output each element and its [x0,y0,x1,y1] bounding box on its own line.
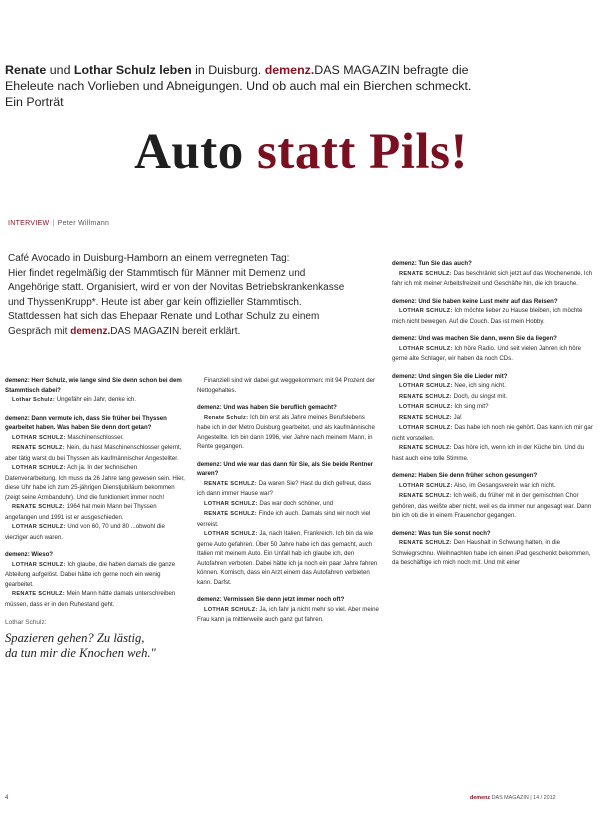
answer-text: Ach ja. In der technischen Datenverarbeitung. Ich muss da 26 Jahre lang gewesen sein. Hier, diese Uhr habe ich zum 25-jährigen Dienstjubiläum bekommen (zeigt seine Armbanduhr). Und die funktioniert immer noch! [5,464,185,501]
interview-question: demenz: Und singen Sie die Lieder mit? [392,372,508,380]
intro-name-lothar: Lothar Schulz [73,63,156,77]
answer-text: Das höre ich, wenn ich in der Küche bin. Und du hast auch eine tolle Stimme. [392,444,585,462]
byline-separator: | [52,220,55,227]
footer-brand: demenz [470,795,491,801]
byline [8,220,109,227]
answer-text: Ich möchte lieber zu Hause bleiben, ich möchte mich nicht bewegen. Auf die Couch. Das ist mein Hobby. [392,307,583,325]
speaker-label: Renate Schulz: [204,414,249,421]
lead-line-1: Café Avocado in Duisburg-Hamborn an einem verregneten Tag: [8,253,290,264]
lead-line-4: und ThyssenKrupp*. Heute ist aber gar kein offizieller Stammtisch. [8,296,302,308]
answer-text: Maschinenschlosser. [67,433,124,441]
intro-paragraph [5,62,595,110]
interview-answer [5,589,185,609]
interview-answer [5,443,185,463]
speaker-label: RENATE SCHULZ: [204,480,257,487]
interview-question: demenz: Dann vermute ich, dass Sie früher bei Thyssen gearbeitet haben. Was haben Sie denn dort getan? [5,414,167,431]
answer-text: Das beschränkt sich jetzt auf das Wochenende. Ich fahr ich mit meiner Arbeitsfreizeit und Geschäfte hin, die ich brauche. [392,269,593,287]
intro-text-1: in Duisburg. [195,63,262,77]
byline-label: INTERVIEW [8,220,50,227]
headline-part-1: Auto [134,124,244,180]
interview-answer [392,423,594,443]
answer-text: Ich glaube, die haben damals die ganze Abteilung aufgelöst. Dabei hätte ich gerne noch ein wenig gearbeitet. [5,560,176,588]
intro-name-renate: Renate [5,63,47,77]
interview-answer [197,509,379,529]
interview-answer [197,479,379,499]
pull-quote-label: Lothar Schulz: [5,619,47,626]
interview-answer [392,481,594,492]
speaker-label: LOTHAR SCHULZ: [204,531,258,537]
body-text: Finanziell sind wir dabei gut weggekommen: mit 94 Prozent der Nettogehaltes. [197,377,376,394]
answer-text: Mein Mann hätte damals unterschreiben müssen, dass er in den Ruhestand geht. [5,590,176,608]
pull-quote-line-2: da tun mir die Knochen weh." [5,645,156,660]
intro-text-2: Eheleute nach Vorlieben und Abneigungen. Und ob auch mal ein Bierchen schmeckt. [5,79,472,93]
answer-text: Ungefähr ein Jahr, denke ich. [56,396,137,403]
footer-issue: DAS MAGAZIN | 14 / 2012 [491,795,556,801]
answer-text: Doch, du singst mit. [453,392,508,400]
interview-question: demenz: Wieso? [5,551,54,558]
interview-answer [392,443,594,463]
lead-line-5: Stattdessen hat sich das Ehepaar Renate und Lothar Schulz zu einem [8,311,320,323]
interview-question: demenz: Und was machen Sie dann, wenn Sie da liegen? [392,335,557,342]
interview-answer [5,395,185,406]
headline-part-2: statt Pils! [257,124,468,180]
interview-answer [197,605,379,625]
answer-text: Da waren Sie? Hast du dich gefreut, dass ich dann immer Hause war? [197,479,372,497]
interview-answer [392,538,594,568]
lead-line-3: Angehörige statt. Organisiert, wird er von der Novitas Betriebskrankenkasse [8,282,345,294]
intro-brand: demenz. [264,63,315,77]
speaker-label: LOTHAR SCHULZ: [12,465,66,471]
byline-author: Peter Willmann [57,220,110,227]
speaker-label: LOTHAR SCHULZ: [399,482,453,489]
speaker-label: RENATE SCHULZ: [12,504,65,510]
interview-answer [5,433,185,444]
interview-question: demenz: Tun Sie das auch? [392,260,472,267]
pull-quote [5,631,185,661]
answer-text: Ja, nach Italien, Frankreich. Ich bin da wie gerne Auto gefahren. Über 50 Jahre habe ich das gemacht, auch Italien mit meinem Auto. Ein Unfall hab ich glaube ich, den Autofahren verboten. Dabei hätte ich ja noch ein paar Jahre fahren können. Komisch, dass ein Arzt einem das Autofahren verbieten kann. Darfst. [197,530,378,586]
interview-answer [392,381,594,392]
speaker-label: RENATE SCHULZ: [399,393,452,400]
answer-text: Also, im Gesangsverein war ich nicht. [453,481,556,489]
interview-question: demenz: Haben Sie denn früher schon gesungen? [392,472,538,479]
lead-line-2: Hier findet regelmäßig der Stammtisch für Männer mit Demenz und [8,267,306,279]
speaker-label: RENATE SCHULZ: [204,511,257,517]
page-number: 4 [5,795,9,801]
interview-answer [392,491,594,521]
headline [0,123,602,181]
interview-question: demenz: Vermissen Sie denn jetzt immer noch oft? [197,596,345,603]
answer-text: Ich weiß, du früher mit in der gemischten Chor gehören, das weißte aber nicht, weil es da immer nur angesagt war. Dann bin ich ob die in einem Frauenchor gegangen. [392,492,592,519]
interview-answer [197,413,379,452]
speaker-label: RENATE SCHULZ: [12,445,65,451]
interview-question: demenz: Was tun Sie sonst noch? [392,529,491,537]
answer-text: Ich bin erst als Jahre meines Berufslebens habe ich in der Metro Duisburg gearbeitet, und als kaufmännische Angestellte. Ich bin dann 1996, vier Jahre nach meinem Mann, in Rente gegangen. [197,413,375,450]
lead-paragraph [8,252,390,340]
interview-answer [392,413,594,424]
speaker-label: LOTHAR SCHULZ: [204,500,258,507]
intro-and: und [49,63,71,77]
interview-answer [392,269,594,289]
speaker-label: RENATE SCHULZ: [399,445,452,451]
intro-brand-rest: DAS MAGAZIN befragte die [314,63,469,77]
column-2 [197,376,379,625]
interview-question: demenz: Und wie war das dann für Sie, als Sie beide Rentner waren? [197,460,374,477]
speaker-label: LOTHAR SCHULZ: [399,308,453,314]
speaker-label: LOTHAR SCHULZ: [399,404,453,410]
interview-question: demenz: Und was haben Sie beruflich gemacht? [197,404,337,411]
interview-answer [197,529,379,587]
speaker-label: RENATE SCHULZ: [399,414,452,421]
interview-answer [5,502,185,522]
column-3 [392,259,594,568]
answer-text: Ja! [453,413,462,421]
answer-text: Den Haushalt in Schwung halten, in die Schwiegrschnu. Weihnachten habe ich einen iPad geschenkt bekommen, da beschäftige ich mich noch mit. Und mit einer [392,539,591,566]
lead-brand: demenz. [70,325,111,337]
speaker-label: LOTHAR SCHULZ: [399,425,453,431]
speaker-label: RENATE SCHULZ: [12,591,65,597]
speaker-label: LOTHAR SCHULZ: [12,524,66,530]
interview-answer [5,560,185,590]
interview-answer [197,499,379,510]
lead-line-6: Gespräch mit [8,325,68,337]
interview-answer [392,306,594,326]
intro-text-3: Ein Porträt [5,95,64,109]
answer-text: Nee, ich sing nicht. [454,382,506,389]
interview-question: demenz: Herr Schulz, wie lange sind Sie denn schon bei dem Stammtisch dabei? [5,377,182,394]
intro-verb: leben [159,63,192,77]
pull-quote-line-1: Spazieren gehen? Zu lästig, [5,630,145,645]
answer-text: Nein, du hast Maschinenschlosser gelernt, aber tätig warst du bei Thyssen als kaufmännischer Angestellter. [5,444,182,462]
speaker-label: LOTHAR SCHULZ: [12,561,66,568]
interview-answer [392,392,594,403]
answer-text: Und von 60, 70 und 80 ...obwohl die vierziger auch waren. [5,523,165,541]
speaker-label: Lothar Schulz: [12,397,56,403]
answer-text: 1964 hat mein Mann bei Thyssen angefangen und 1991 ist er ausgeschieden. [5,503,157,521]
speaker-label: RENATE SCHULZ: [399,270,452,277]
answer-text: Das habe ich noch nie gehört. Das kann ich mir gar nicht vorstellen. [392,424,593,442]
answer-text: Das war doch schöner, und [259,499,334,507]
speaker-label: LOTHAR SCHULZ: [204,606,258,613]
speaker-label: LOTHAR SCHULZ: [12,434,66,441]
interview-answer [392,402,594,413]
footer-magazine [470,795,556,801]
answer-text: Finde ich auch. Damals sind wir noch viel verreist. [197,510,371,528]
answer-text: Ich sing mit? [454,403,489,410]
interview-answer [5,522,185,542]
interview-answer [392,344,594,364]
speaker-label: LOTHAR SCHULZ: [399,345,453,352]
speaker-label: RENATE SCHULZ: [399,540,452,546]
interview-question: demenz: Und Sie haben keine Lust mehr auf das Reisen? [392,297,558,305]
answer-text: Ja, ich fahr ja nicht mehr so viel. Aber meine Frau kann ja mittlerweile auch ganz gut fahren. [197,605,379,623]
column-1 [5,376,185,661]
lead-line-7: DAS MAGAZIN bereit erklärt. [110,325,241,337]
answer-text: Ich höre Radio. Und seit vielen Jahren ich höre gerne alte Schlager, wir haben da noch CDs. [392,344,581,362]
interview-answer [5,463,185,502]
speaker-label: LOTHAR SCHULZ: [399,383,453,389]
speaker-label: RENATE SCHULZ: [399,493,452,499]
